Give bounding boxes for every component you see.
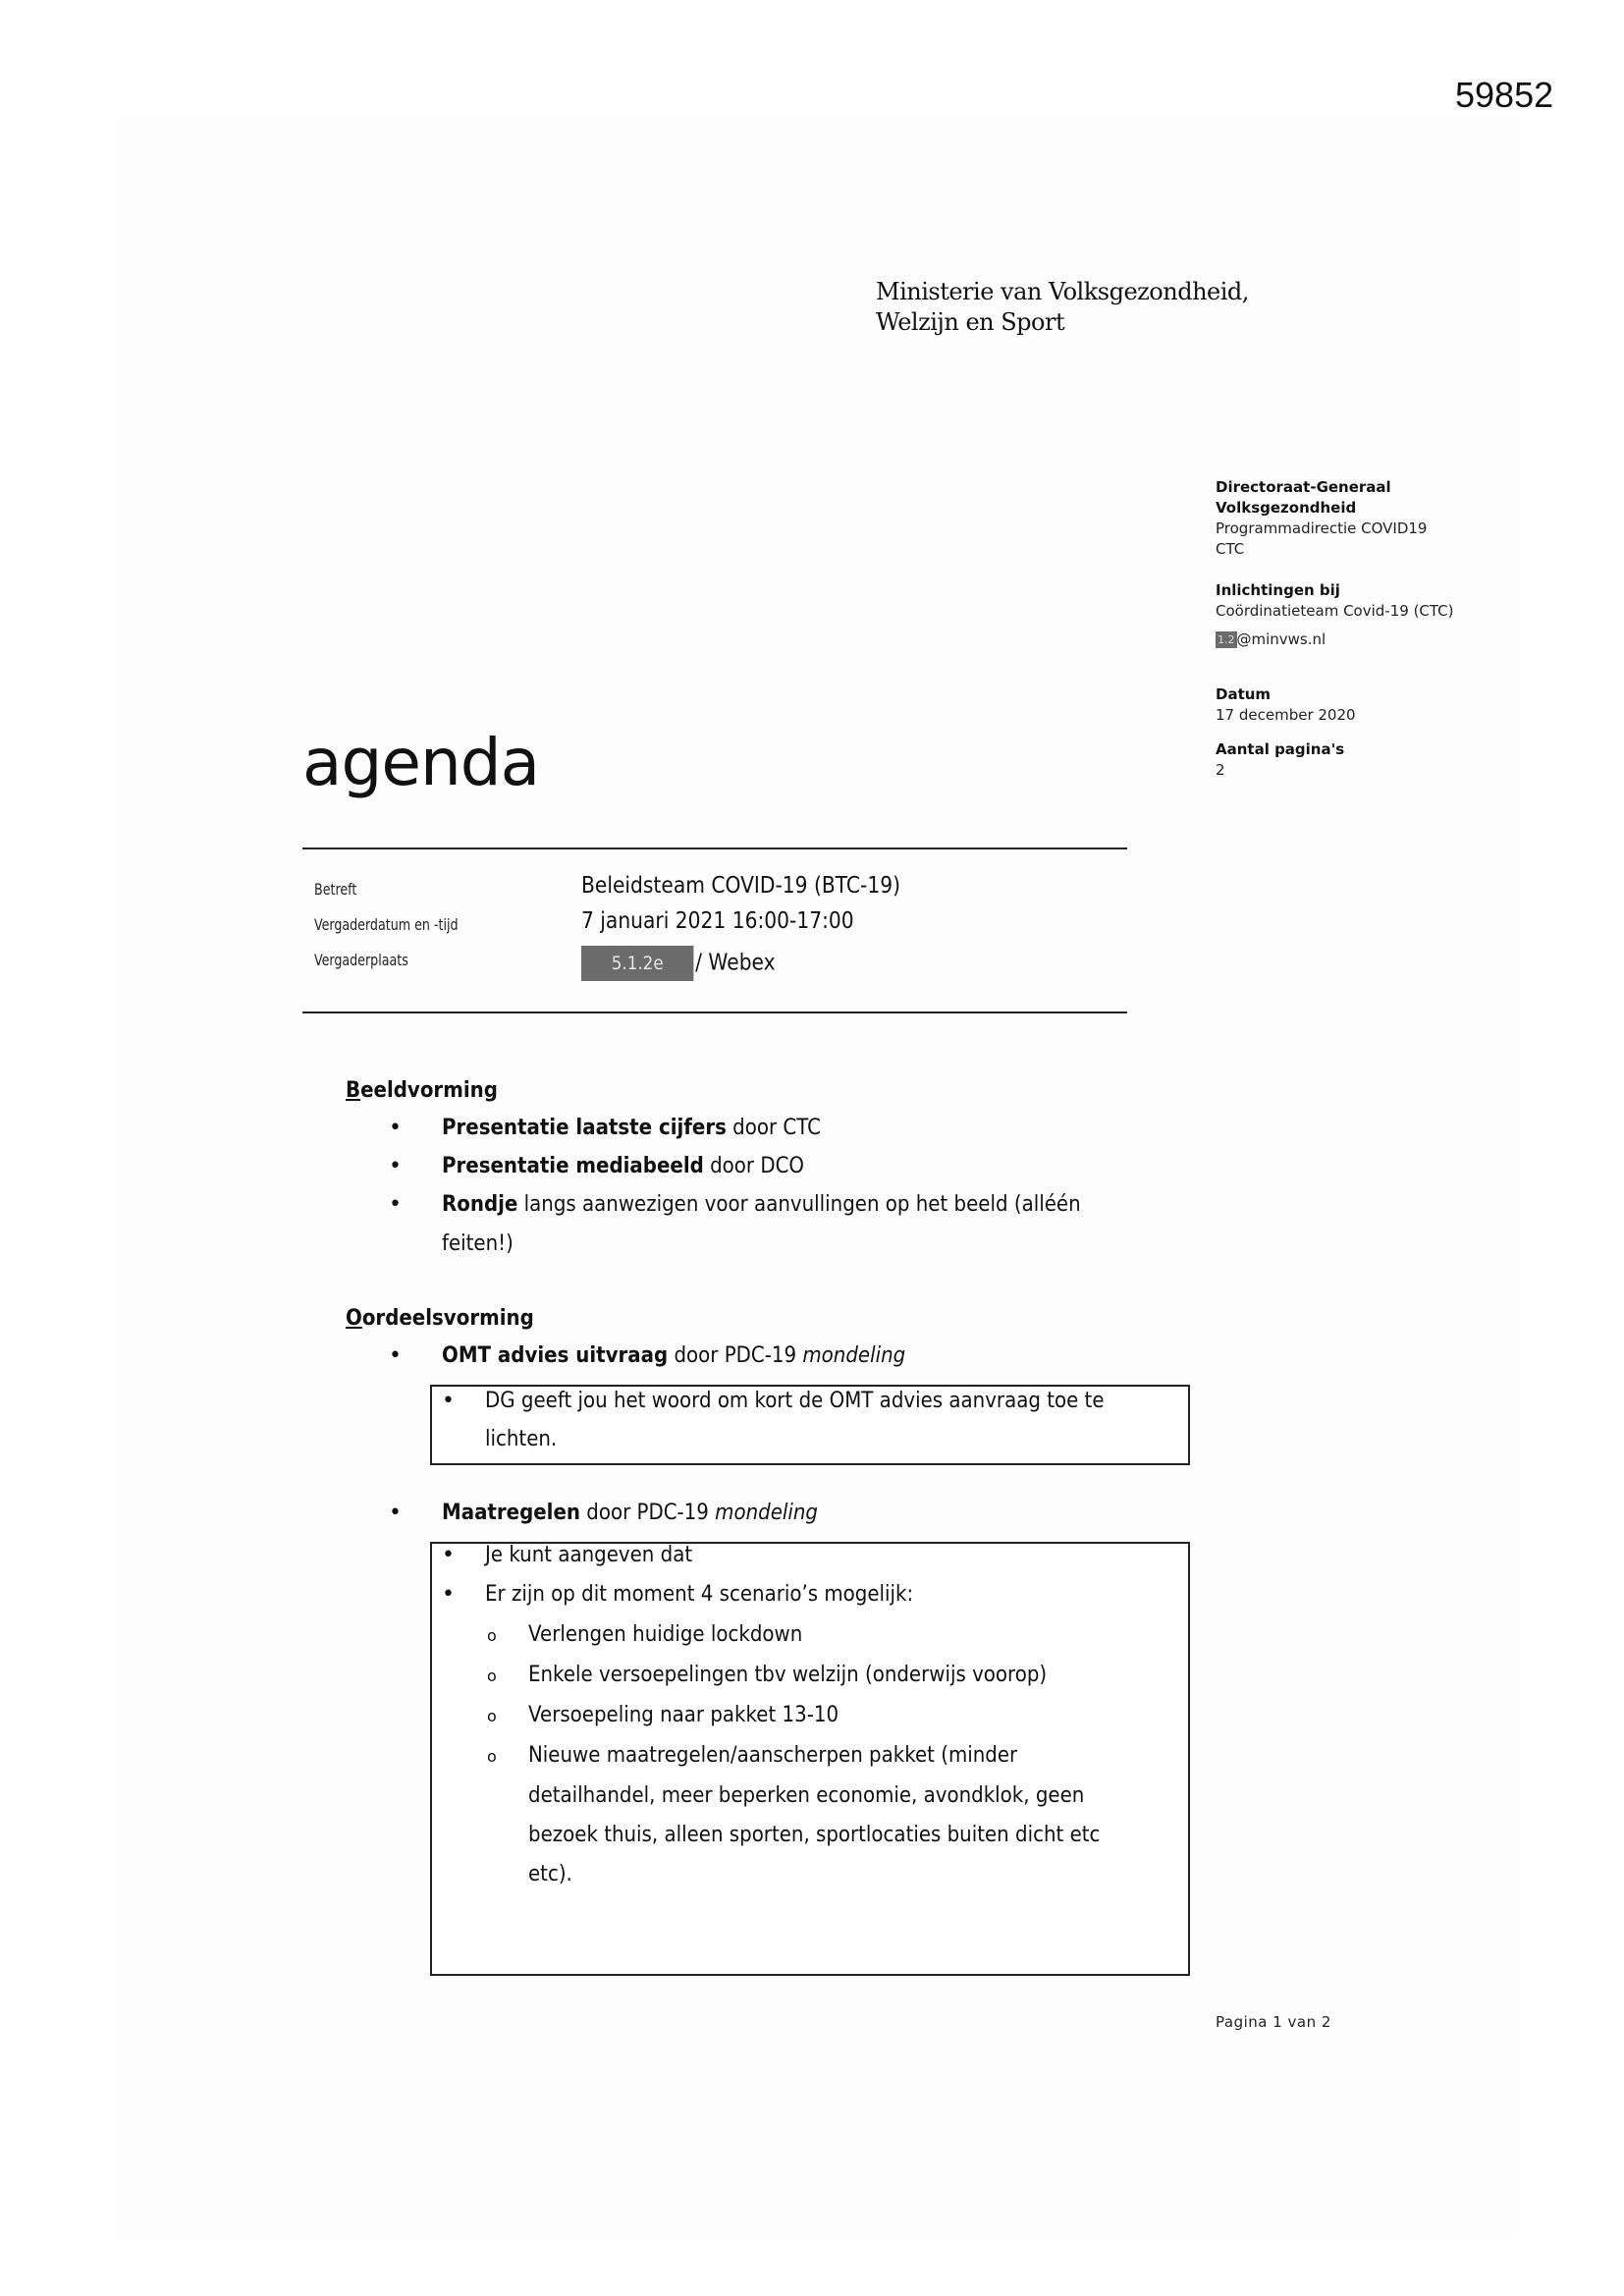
ministry-line-1: Ministerie van Volksgezondheid, — [876, 278, 1249, 305]
bullet-icon: • — [442, 1543, 455, 1567]
item-text — [442, 1501, 818, 1525]
org-line-4: CTC — [1216, 540, 1245, 558]
scenario-text: Verlengen huidige lockdown — [528, 1622, 803, 1647]
item-rest: door PDC-19 — [668, 1343, 803, 1368]
item-italic: mondeling — [802, 1343, 906, 1368]
scenario-text: bezoek thuis, alleen sporten, sportlocaties buiten dicht etc — [528, 1823, 1101, 1847]
item-bold: OMT advies uitvraag — [442, 1343, 669, 1368]
item-text — [442, 1192, 1081, 1217]
bullet-icon: • — [389, 1154, 402, 1178]
item-rest: langs aanwezigen voor aanvullingen op het beeld (alléén — [517, 1192, 1081, 1217]
item-bold: Presentatie laatste cijfers — [442, 1116, 727, 1140]
title-rest: eeldvorming — [360, 1078, 498, 1103]
box-text: Je kunt aangeven dat — [485, 1543, 693, 1567]
box-text: Er zijn op dit moment 4 scenario’s mogelijk: — [485, 1582, 914, 1607]
title-rest: ordeelsvorming — [361, 1306, 534, 1331]
org-line-2: Volksgezondheid — [1216, 499, 1357, 517]
meta-value: Beleidsteam COVID-19 (BTC-19) — [581, 873, 901, 899]
divider-bottom — [302, 1011, 1127, 1013]
meta-value: 7 januari 2021 16:00-17:00 — [581, 908, 854, 934]
scenario-text: etc). — [528, 1862, 572, 1886]
contact-email — [1216, 629, 1510, 650]
org-line-3: Programmadirectie COVID19 — [1216, 519, 1428, 537]
bullet-icon: • — [442, 1389, 455, 1413]
section-title-oordeelsvorming — [346, 1306, 534, 1331]
sub-bullet-icon: o — [487, 1667, 497, 1685]
sidebar-info — [1216, 477, 1510, 781]
org-line-1: Directoraat-Generaal — [1216, 478, 1391, 496]
box-text: DG geeft jou het woord om kort de OMT advies aanvraag toe te — [485, 1389, 1105, 1413]
title-initial: B — [346, 1078, 361, 1103]
title-initial: O — [346, 1306, 362, 1331]
scenario-text: Enkele versoepelingen tbv welzijn (onderwijs voorop) — [528, 1663, 1048, 1687]
ministry-logo-text — [876, 277, 1249, 338]
page-title: agenda — [302, 725, 540, 800]
inlichtingen-label: Inlichtingen bij — [1216, 581, 1340, 599]
ministry-line-2: Welzijn en Sport — [876, 308, 1065, 336]
meta-label: Vergaderdatum en -tijd — [314, 915, 459, 934]
item-text — [442, 1343, 905, 1368]
sub-bullet-icon: o — [487, 1707, 497, 1725]
bullet-icon: • — [389, 1343, 402, 1368]
note-box-omt — [430, 1385, 1190, 1465]
item-rest: door PDC-19 — [580, 1501, 716, 1525]
datum-value: 17 december 2020 — [1216, 706, 1356, 724]
bullet-icon: • — [389, 1192, 402, 1217]
datum-label: Datum — [1216, 685, 1272, 703]
item-rest: door CTC — [726, 1116, 821, 1140]
item-bold: Rondje — [442, 1192, 518, 1217]
inlichtingen-value: Coördinatieteam Covid-19 (CTC) — [1216, 602, 1454, 620]
bullet-icon: • — [442, 1582, 455, 1607]
location-redaction: 5.1.2e — [581, 946, 693, 981]
item-rest: door DCO — [703, 1154, 804, 1178]
scenario-text: Nieuwe maatregelen/aanscherpen pakket (minder — [528, 1743, 1018, 1768]
sub-bullet-icon: o — [487, 1626, 497, 1645]
bullet-icon: • — [389, 1116, 402, 1140]
meta-label: Betreft — [314, 880, 357, 899]
location-suffix: / Webex — [695, 950, 776, 976]
item-bold: Maatregelen — [442, 1501, 581, 1525]
item-bold: Presentatie mediabeeld — [442, 1154, 704, 1178]
scenario-text: Versoepeling naar pakket 13-10 — [528, 1703, 839, 1727]
item-italic: mondeling — [715, 1501, 819, 1525]
item-text — [442, 1154, 804, 1178]
document-number: 59852 — [1455, 75, 1554, 115]
paginas-label: Aantal pagina's — [1216, 740, 1345, 758]
box-text: lichten. — [485, 1427, 558, 1451]
paginas-value: 2 — [1216, 761, 1225, 779]
email-domain: @minvws.nl — [1236, 630, 1326, 648]
divider-top — [302, 847, 1127, 849]
item-text — [442, 1116, 821, 1140]
note-box-maatregelen — [430, 1542, 1190, 1976]
section-title-beeldvorming — [346, 1078, 498, 1103]
email-redaction: 1.2 — [1218, 633, 1235, 646]
meta-value — [581, 946, 776, 981]
scenario-text: detailhandel, meer beperken economie, avondklok, geen — [528, 1783, 1085, 1808]
item-continuation: feiten!) — [442, 1231, 514, 1256]
bullet-icon: • — [389, 1501, 402, 1525]
page-footer: Pagina 1 van 2 — [1216, 2013, 1331, 2031]
sub-bullet-icon: o — [487, 1747, 497, 1766]
meta-label: Vergaderplaats — [314, 951, 408, 969]
